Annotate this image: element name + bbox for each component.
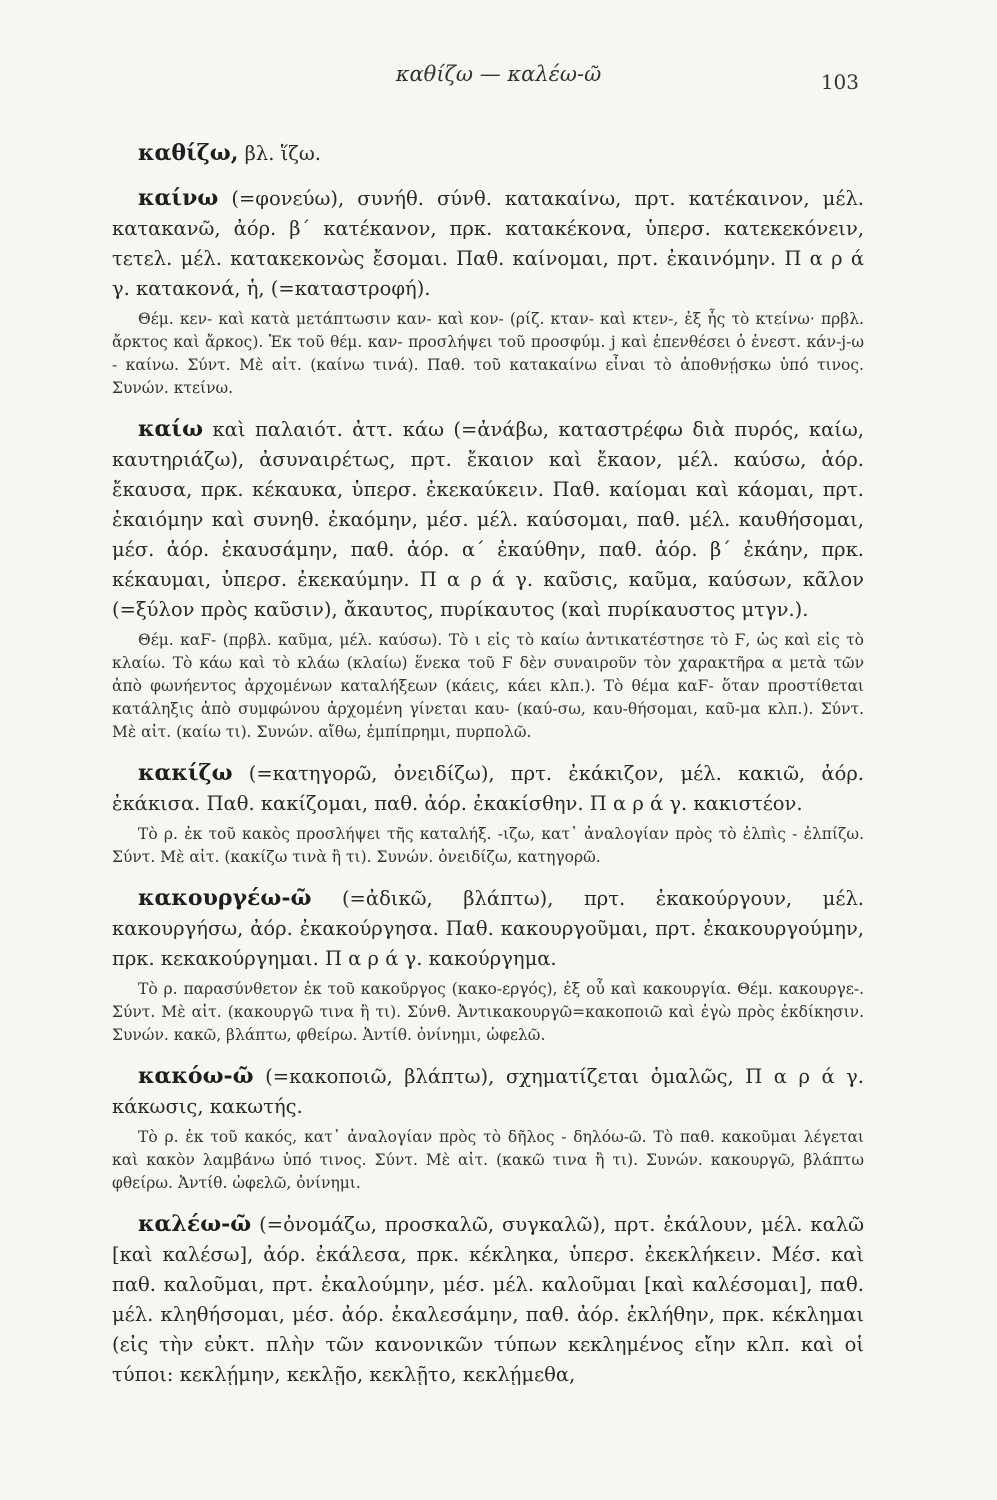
entry-paragraph bbox=[112, 883, 864, 974]
entry-paragraph bbox=[112, 1209, 864, 1390]
entry-note: Τὸ ρ. ἐκ τοῦ κακός, κατ᾽ ἀναλογίαν πρὸς τὸ δῆλος - δηλόω-ῶ. Τὸ παθ. κακοῦμαι λέγεται καὶ κακὸν λαμβάνω ὑπό τινος. Σύντ. Μὲ αἰτ. (κακῶ τινα ἢ τι). Συνών. κακουργῶ, βλάπτω φθείρω. Ἀντίθ. ὠφελῶ, ὀνίνημι. bbox=[112, 1128, 864, 1192]
entry-note: Θέμ. καϜ- (πρβλ. καῦμα, μέλ. καύσω). Τὸ ι εἰς τὸ καίω ἀντικατέστησε τὸ Ϝ, ὡς καὶ εἰς τὸ κλαίω. Τὸ κάω καὶ τὸ κλάω (κλαίω) ἕνεκα τοῦ Ϝ δὲν συναιροῦν τὸν χαρακτῆρα α μετὰ τῶν ἀπὸ φωνήεντος ἀρχομένων καταλήξεων (κάεις, κάει κλπ.). Τὸ θέμα καϜ- ὅταν προστίθεται κατάληξις ἀπὸ συμφώνου ἀρχομένη γίνεται καυ- (καύ-σω, καυ-θήσομαι, καῦ-μα κλπ.). Σύντ. Μὲ αἰτ. (καίω τι). Συνών. αἴθω, ἐμπίπρημι, πυρπολῶ. bbox=[112, 631, 864, 741]
entry-text: (=ἀδικῶ, βλάπτω), πρτ. ἐκακούργουν, μέλ. κακουργήσω, ἀόρ. ἐκακούργησα. Παθ. κακουργοῦμαι, πρτ. ἐκακουργούμην, πρκ. κεκακούργημαι. Π α ρ ά γ. κακούργημα. bbox=[112, 887, 864, 970]
entry-text: (=κακοποιῶ, βλάπτω), σχηματίζεται ὁμαλῶς, Π α ρ ά γ. κάκωσις, κακωτής. bbox=[112, 1065, 864, 1118]
entry-paragraph bbox=[112, 183, 864, 304]
entry-text: (=κατηγορῶ, ὀνειδίζω), πρτ. ἐκάκιζον, μέλ. κακιῶ, ἀόρ. ἐκάκισα. Παθ. κακίζομαι, παθ. ἀόρ. ἐκακίσθην. Π α ρ ά γ. κακιστέον. bbox=[112, 762, 864, 815]
entry-kathizo bbox=[112, 138, 864, 169]
entry-text: (=φονεύω), συνήθ. σύνθ. κατακαίνω, πρτ. κατέκαινον, μέλ. κατακανῶ, ἀόρ. β΄ κατέκανον, πρκ. κατακέκονα, ὑπερσ. κατεκεκόνειν, τετελ. μέλ. κατακεκονὼς ἔσομαι. Παθ. καίνομαι, πρτ. ἐκαινόμην. Π α ρ ά γ. κατακονά, ἡ, (=καταστροφή). bbox=[112, 187, 864, 300]
entry-paragraph bbox=[112, 758, 864, 819]
entry-paragraph bbox=[112, 138, 864, 169]
entries-column bbox=[112, 138, 864, 1404]
entry-paragraph bbox=[112, 1061, 864, 1122]
running-title: καθίζω — καλέω-ῶ bbox=[395, 62, 602, 86]
lemma: κακουργέω-ῶ bbox=[138, 885, 312, 911]
page-number: 103 bbox=[820, 70, 859, 94]
entry-kakourgeo bbox=[112, 883, 864, 1047]
entry-kaino bbox=[112, 183, 864, 400]
lemma: κακίζω bbox=[138, 760, 233, 786]
entry-text: (=ὀνομάζω, προσκαλῶ, συγκαλῶ), πρτ. ἐκάλουν, μέλ. καλῶ [καὶ καλέσω], ἀόρ. ἐκάλεσα, πρκ. κέκληκα, ὑπερσ. ἐκεκλήκειν. Μέσ. καὶ παθ. καλοῦμαι, πρτ. ἐκαλούμην, μέσ. μέλ. καλοῦμαι [καὶ καλέσομαι], παθ. μέλ. κληθήσομαι, μέσ. ἀόρ. ἐκαλεσάμην, παθ. ἀόρ. ἐκλήθην, πρκ. κέκλημαι (εἰς τὴν εὐκτ. πλὴν τῶν κανονικῶν τύπων κεκλημένος εἴην κλπ. καὶ οἱ τύποι: κεκλῄμην, κεκλῇο, κεκλῇτο, κεκλῄμεθα, bbox=[112, 1213, 864, 1386]
lemma: καθίζω, bbox=[138, 140, 239, 166]
entry-kakizo bbox=[112, 758, 864, 869]
lemma: καίω bbox=[138, 416, 204, 442]
entry-paragraph bbox=[112, 414, 864, 625]
lemma: κακόω-ῶ bbox=[138, 1063, 254, 1089]
entry-kaleo bbox=[112, 1209, 864, 1390]
entry-kaio bbox=[112, 414, 864, 744]
lemma: καλέω-ῶ bbox=[138, 1211, 252, 1237]
entry-kakoo bbox=[112, 1061, 864, 1195]
entry-note: Τὸ ρ. παρασύνθετον ἐκ τοῦ κακοῦργος (κακο-εργός), ἐξ οὗ καὶ κακουργία. Θέμ. κακουργε-. Σύντ. Μὲ αἰτ. (κακουργῶ τινα ἢ τι). Σύνθ. Ἀντικακουργῶ=κακοποιῶ καὶ ἐγὼ πρὸς ἐκδίκησιν. Συνών. κακῶ, βλάπτω, φθείρω. Ἀντίθ. ὀνίνημι, ὠφελῶ. bbox=[112, 980, 864, 1044]
lemma: καίνω bbox=[138, 185, 219, 211]
entry-note: Θέμ. κεν- καὶ κατὰ μετάπτωσιν καν- καὶ κον- (ρίζ. κταν- καὶ κτεν-, ἐξ ἧς τὸ κτείνω· πρβλ. ἄρκτος καὶ ἄρκος). Ἐκ τοῦ θέμ. καν- προσλήψει τοῦ προσφύμ. j καὶ ἐπενθέσει ὁ ἐνεστ. κάν-j-ω - καίνω. Σύντ. Μὲ αἰτ. (καίνω τινά). Παθ. τοῦ κατακαίνω εἶναι τὸ ἀποθνῄσκω ὑπό τινος. Συνών. κτείνω. bbox=[112, 310, 864, 397]
entry-note: Τὸ ρ. ἐκ τοῦ κακὸς προσλήψει τῆς καταλήξ. -ιζω, κατ᾽ ἀναλογίαν πρὸς τὸ ἐλπὶς - ἐλπίζω. Σύντ. Μὲ αἰτ. (κακίζω τινὰ ἢ τι). Συνών. ὀνειδίζω, κατηγορῶ. bbox=[112, 825, 864, 866]
entry-text: βλ. ἵζω. bbox=[238, 142, 321, 165]
entry-text: καὶ παλαιότ. ἀττ. κάω (=ἀνάβω, καταστρέφω διὰ πυρός, καίω, καυτηριάζω), ἀσυναιρέτως, πρτ. ἔκαιον καὶ ἔκαον, μέλ. καύσω, ἀόρ. ἔκαυσα, πρκ. κέκαυκα, ὑπερσ. ἐκεκαύκειν. Παθ. καίομαι καὶ κάομαι, πρτ. ἐκαιόμην καὶ συνηθ. ἐκαόμην, μέσ. μέλ. καύσομαι, παθ. μέλ. καυθήσομαι, μέσ. ἀόρ. ἐκαυσάμην, παθ. ἀόρ. α΄ ἐκαύθην, παθ. ἀόρ. β΄ ἐκάην, πρκ. κέκαυμαι, ὑπερσ. ἐκεκαύμην. Π α ρ ά γ. καῦσις, καῦμα, καύσων, κᾶλον (=ξύλον πρὸς καῦσιν), ἄκαυτος, πυρίκαυτος (καὶ πυρίκαυστος μτγν.). bbox=[112, 418, 864, 621]
